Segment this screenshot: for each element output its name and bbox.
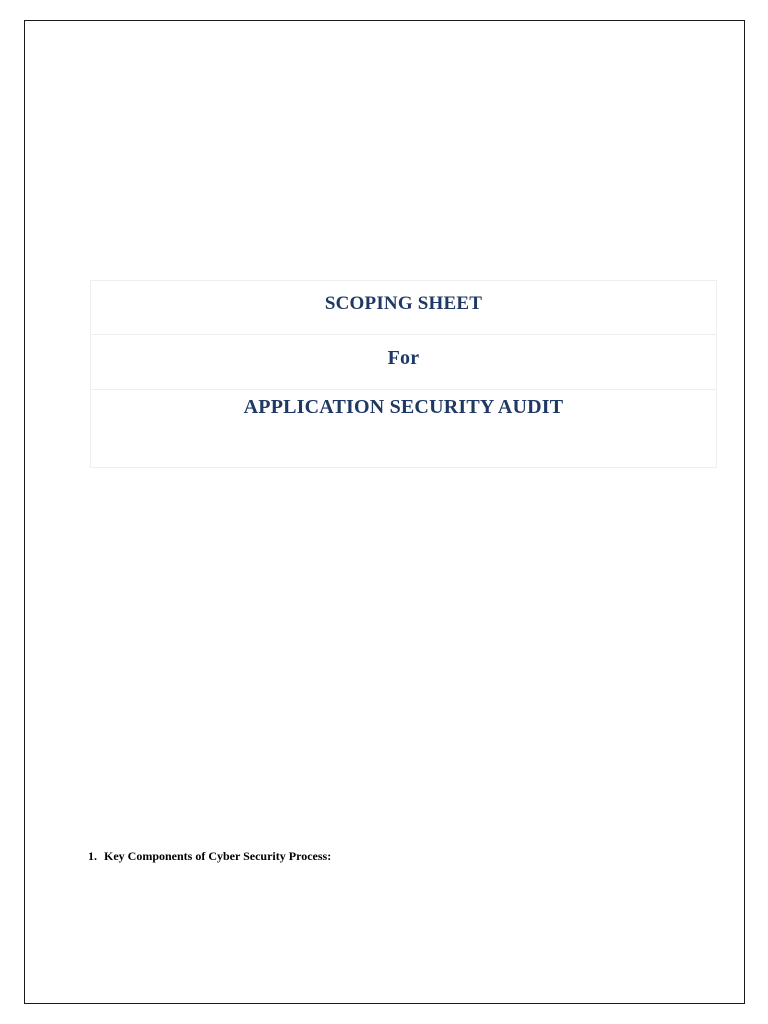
title-table xyxy=(90,280,717,468)
title-audit-type: APPLICATION SECURITY AUDIT xyxy=(243,396,564,418)
section-number: 1. xyxy=(88,849,97,863)
title-connector: For xyxy=(91,335,716,390)
title-sheet-name: SCOPING SHEET xyxy=(91,281,716,335)
section-heading-1 xyxy=(88,849,331,864)
section-title: Key Components of Cyber Security Process: xyxy=(104,849,332,863)
